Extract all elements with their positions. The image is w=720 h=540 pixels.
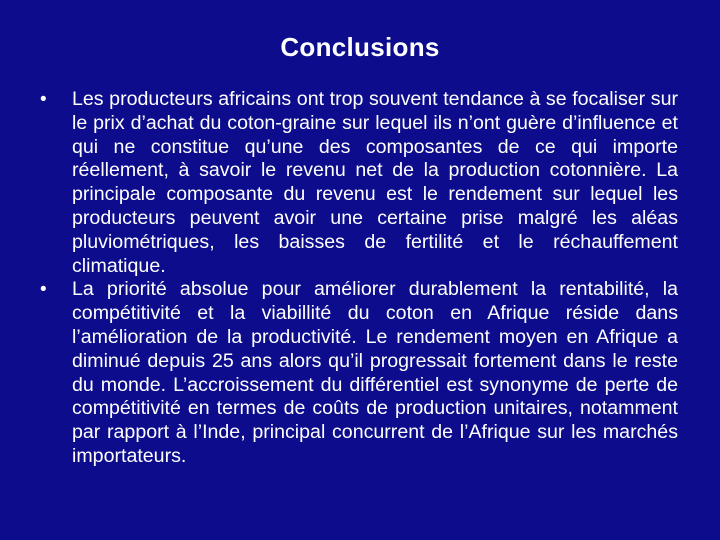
- bullet-marker: •: [40, 279, 47, 301]
- bullet-list: [40, 88, 678, 469]
- bullet-marker: •: [40, 89, 47, 110]
- bullet-item: [40, 88, 678, 278]
- slide-title: Conclusions: [280, 32, 440, 62]
- bullet-text: La priorité absolue pour améliorer durablement la rentabilité, la compétitivité et la viabillité du coton en Afrique réside dans l’amélioration de la productivité. Le rendement moyen en Afrique a diminué depuis 25 ans alors qu’il progressait fortement dans le reste du monde. L’accroissement du différentiel est synonyme de perte de compétitivité en termes de coûts de production unitaires, notamment par rapport à l’Inde, principal concurrent de l’Afrique sur les marchés importateurs.: [72, 278, 678, 467]
- bullet-item: [40, 278, 678, 468]
- bullet-text: Les producteurs africains ont trop souvent tendance à se focaliser sur le prix d’achat du coton-graine sur lequel ils n’ont guère d’influence et qui ne constitue qu’une des composantes de ce qui importe réellement, à savoir le revenu net de la production cotonnière. La principale composante du revenu est le rendement sur lequel les producteurs peuvent avoir une certaine prise malgré les aléas pluviométriques, les baisses de fertilité et le réchauffement climatique.: [72, 88, 678, 277]
